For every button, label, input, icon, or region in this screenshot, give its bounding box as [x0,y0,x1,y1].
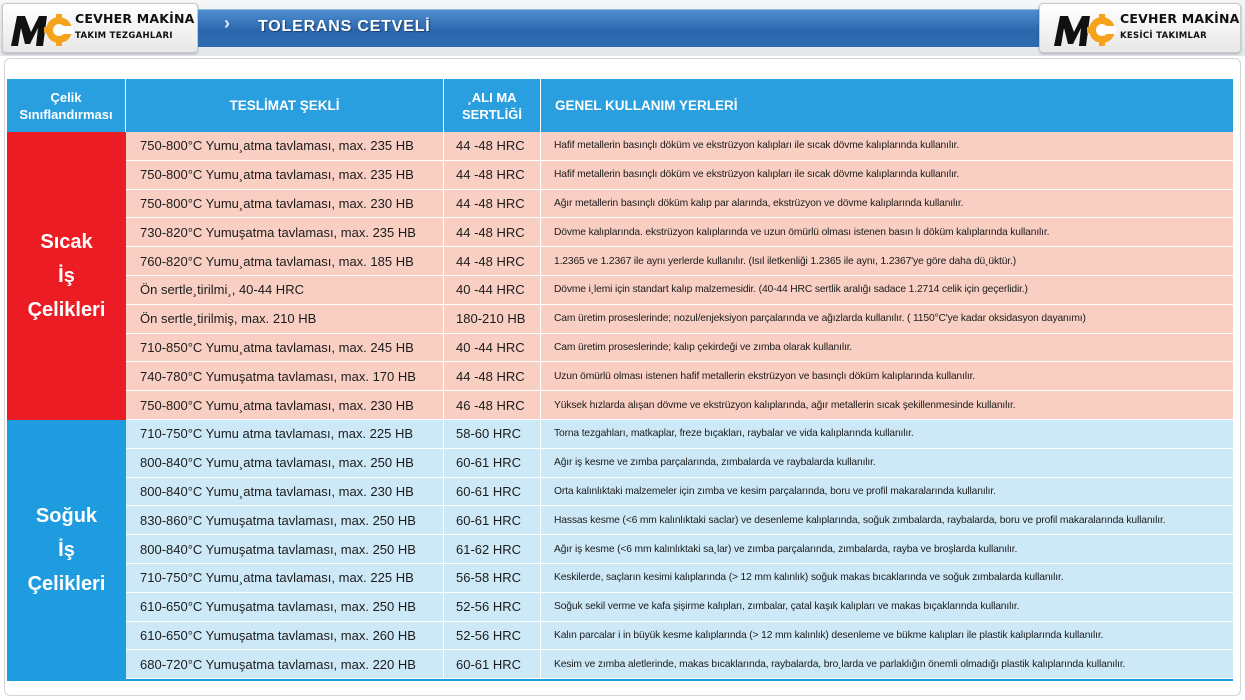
table-row [126,622,1233,651]
hardness-cell: 52-56 HRC [444,622,541,651]
table-row [126,190,1233,219]
delivery-cell: 750-800°C Yumu¸atma tavlaması, max. 230 HB [126,190,444,219]
delivery-cell: 800-840°C Yumuşatma tavlaması, max. 250 HB [126,535,444,564]
table-row [126,132,1233,161]
delivery-cell: 710-750°C Yumu atma tavlaması, max. 225 HB [126,420,444,449]
usage-cell: Ağır iş kesme (<6 mm kalınlıktaki sa¸lar) ve zımba parçalarında, zımbalarda, rayba ve broşlarda kullanılır. [541,535,1233,564]
table-row [126,305,1233,334]
header-working-hardness: ¸ALI MA SERTLİĞİ [444,79,541,132]
logo-text-right [1120,11,1240,41]
delivery-cell: 610-650°C Yumuşatma tavlaması, max. 260 HB [126,622,444,651]
table-row [126,593,1233,622]
usage-cell: 1.2365 ve 1.2367 ile aynı yerlerde kullanılır. (Isıl iletkenliği 1.2365 ile aynı, 1.2367'ye göre daha dü¸üktür.) [541,247,1233,276]
table-row [126,478,1233,507]
table-row [126,247,1233,276]
category-cold-work-steels: Soğuk İş Çelikleri [7,420,126,679]
title-band [198,9,1040,47]
hardness-cell: 60-61 HRC [444,650,541,679]
logo-subtitle: TAKIM TEZGAHLARI [75,31,173,41]
delivery-cell: 760-820°C Yumu¸atma tavlaması, max. 185 HB [126,247,444,276]
hardness-cell: 44 -48 HRC [444,132,541,161]
delivery-cell: 730-820°C Yumuşatma tavlaması, max. 235 HB [126,218,444,247]
delivery-cell: 710-750°C Yumu¸atma tavlaması, max. 225 HB [126,564,444,593]
hardness-cell: 52-56 HRC [444,593,541,622]
usage-cell: Hafif metallerin basınçlı döküm ve ekstrüzyon kalıpları ile sıcak dövme kalıplarında kullanılır. [541,161,1233,190]
table-row [126,362,1233,391]
page-title: TOLERANS CETVELİ [258,18,431,35]
hardness-cell: 46 -48 HRC [444,391,541,420]
hardness-cell: 61-62 HRC [444,535,541,564]
delivery-cell: 750-800°C Yumu¸atma tavlaması, max. 235 HB [126,132,444,161]
delivery-cell: 750-800°C Yumu¸atma tavlaması, max. 235 HB [126,161,444,190]
category-hot-work-steels: Sıcak İş Çelikleri [7,132,126,420]
delivery-cell: 740-780°C Yumuşatma tavlaması, max. 170 HB [126,362,444,391]
table-row [126,391,1233,420]
usage-cell: Hafif metallerin basınçlı döküm ve ekstrüzyon kalıpları ile sıcak dövme kalıplarında kullanılır. [541,132,1233,161]
delivery-cell: Ön sertle¸tirilmiş, max. 210 HB [126,305,444,334]
delivery-cell: 610-650°C Yumuşatma tavlaması, max. 250 HB [126,593,444,622]
usage-cell: Uzun ömürlü olması istenen hafif metallerin ekstrüzyon ve basınçlı döküm kalıplarında kullanılır. [541,362,1233,391]
header-bar [0,0,1245,56]
table-row [126,218,1233,247]
hardness-cell: 60-61 HRC [444,478,541,507]
hardness-cell: 40 -44 HRC [444,334,541,363]
usage-cell: Cam üretim proseslerinde; kalıp çekirdeği ve zımba olarak kullanılır. [541,334,1233,363]
hardness-cell: 180-210 HB [444,305,541,334]
usage-cell: Dövme kalıplarında. ekstrüzyon kalıplarında ve uzun ömürlü olması istenen basın lı döküm kalıplarında kullanılır. [541,218,1233,247]
delivery-cell: 830-860°C Yumuşatma tavlaması, max. 250 HB [126,506,444,535]
table-row [126,449,1233,478]
table-row [126,161,1233,190]
hardness-cell: 44 -48 HRC [444,247,541,276]
usage-cell: Torna tezgahları, matkaplar, freze bıçakları, raybalar ve vida kalıplarında kullanılır. [541,420,1233,449]
usage-cell: Ağır iş kesme ve zımba parçalarında, zımbalarda ve raybalarda kullanılır. [541,449,1233,478]
table-row [126,276,1233,305]
table-row [126,334,1233,363]
table-row [126,420,1233,449]
table-bottom-border [7,679,1233,681]
hardness-cell: 58-60 HRC [444,420,541,449]
company-logo-right[interactable] [1039,3,1241,53]
usage-cell: Orta kalınlıktaki malzemeler için zımba ve kesim parçalarında, boru ve profil makaralarında kullanılır. [541,478,1233,507]
usage-cell: Ağır metallerin basınçlı döküm kalıp par alarında, ekstrüzyon ve dövme kalıplarında kullanılır. [541,190,1233,219]
table-row [126,535,1233,564]
usage-cell: Kalın parcalar i in büyük kesme kalıplarında (> 12 mm kalınlık) desenleme ve bükme kalıpları ile plastik kalıplarında kullanılır. [541,622,1233,651]
hardness-cell: 60-61 HRC [444,506,541,535]
delivery-cell: 800-840°C Yumu¸atma tavlaması, max. 250 HB [126,449,444,478]
delivery-cell: 750-800°C Yumu¸atma tavlaması, max. 230 HB [126,391,444,420]
hardness-cell: 60-61 HRC [444,449,541,478]
table-row [126,650,1233,679]
hardness-cell: 44 -48 HRC [444,362,541,391]
header-steel-classification: Çelik Sınıflandırması [7,79,126,132]
cevher-logo-mark-icon [1052,12,1116,48]
company-logo-left[interactable] [2,3,198,53]
usage-cell: Hassas kesme (<6 mm kalınlıktaki saclar) ve desenleme kalıplarında, soğuk zımbalarda, raybalarda, boru ve profil makaralarında kullanılır. [541,506,1233,535]
chevron-right-icon: › [224,13,230,33]
table-row [126,506,1233,535]
hardness-cell: 44 -48 HRC [444,161,541,190]
delivery-cell: 680-720°C Yumuşatma tavlaması, max. 220 HB [126,650,444,679]
logo-text-left [75,11,195,41]
header-general-usage: GENEL KULLANIM YERLERİ [541,79,1233,132]
delivery-cell: 710-850°C Yumu¸atma tavlaması, max. 245 HB [126,334,444,363]
usage-cell: Yüksek hızlarda alışan dövme ve ekstrüzyon kalıplarında, ağır metallerin sıcak şekillenmesinde kullanılır. [541,391,1233,420]
logo-company-name: CEVHER MAKİNA [75,11,195,26]
usage-cell: Soğuk sekil verme ve kafa şişirme kalıpları, zımbalar, çatal kaşık kalıpları ve makas bıçaklarında kullanılır. [541,593,1233,622]
hardness-cell: 56-58 HRC [444,564,541,593]
cevher-logo-mark-icon [9,12,73,48]
usage-cell: Keskilerde, saçların kesimi kalıplarında (> 12 mm kalınlık) soğuk makas bıcaklarında ve soğuk zımbalarda kullanılır. [541,564,1233,593]
tolerance-table [7,79,1233,679]
table-row [126,564,1233,593]
delivery-cell: Ön sertle¸tirilmi¸, 40-44 HRC [126,276,444,305]
table-body [126,132,1233,679]
hardness-cell: 44 -48 HRC [444,190,541,219]
usage-cell: Dövme i¸lemi için standart kalıp malzemesidir. (40-44 HRC sertlik aralığı sadace 1.2714 celik için geçerlidir.) [541,276,1233,305]
logo-subtitle: KESİCİ TAKIMLAR [1120,31,1208,41]
hardness-cell: 40 -44 HRC [444,276,541,305]
logo-company-name: CEVHER MAKİNA [1120,11,1240,26]
delivery-cell: 800-840°C Yumu¸atma tavlaması, max. 230 HB [126,478,444,507]
usage-cell: Cam üretim proseslerinde; nozul/enjeksiyon parçalarında ve ağızlarda kullanılır. ( 1150°C'ye kadar oksidasyon dayanımı) [541,305,1233,334]
usage-cell: Kesim ve zımba aletlerinde, makas bıcaklarında, raybalarda, bro¸larda ve parlaklığın önemli olmadığı plastik kalıplarında kullanılır. [541,650,1233,679]
hardness-cell: 44 -48 HRC [444,218,541,247]
header-delivery-form: TESLİMAT ŞEKLİ [126,79,444,132]
